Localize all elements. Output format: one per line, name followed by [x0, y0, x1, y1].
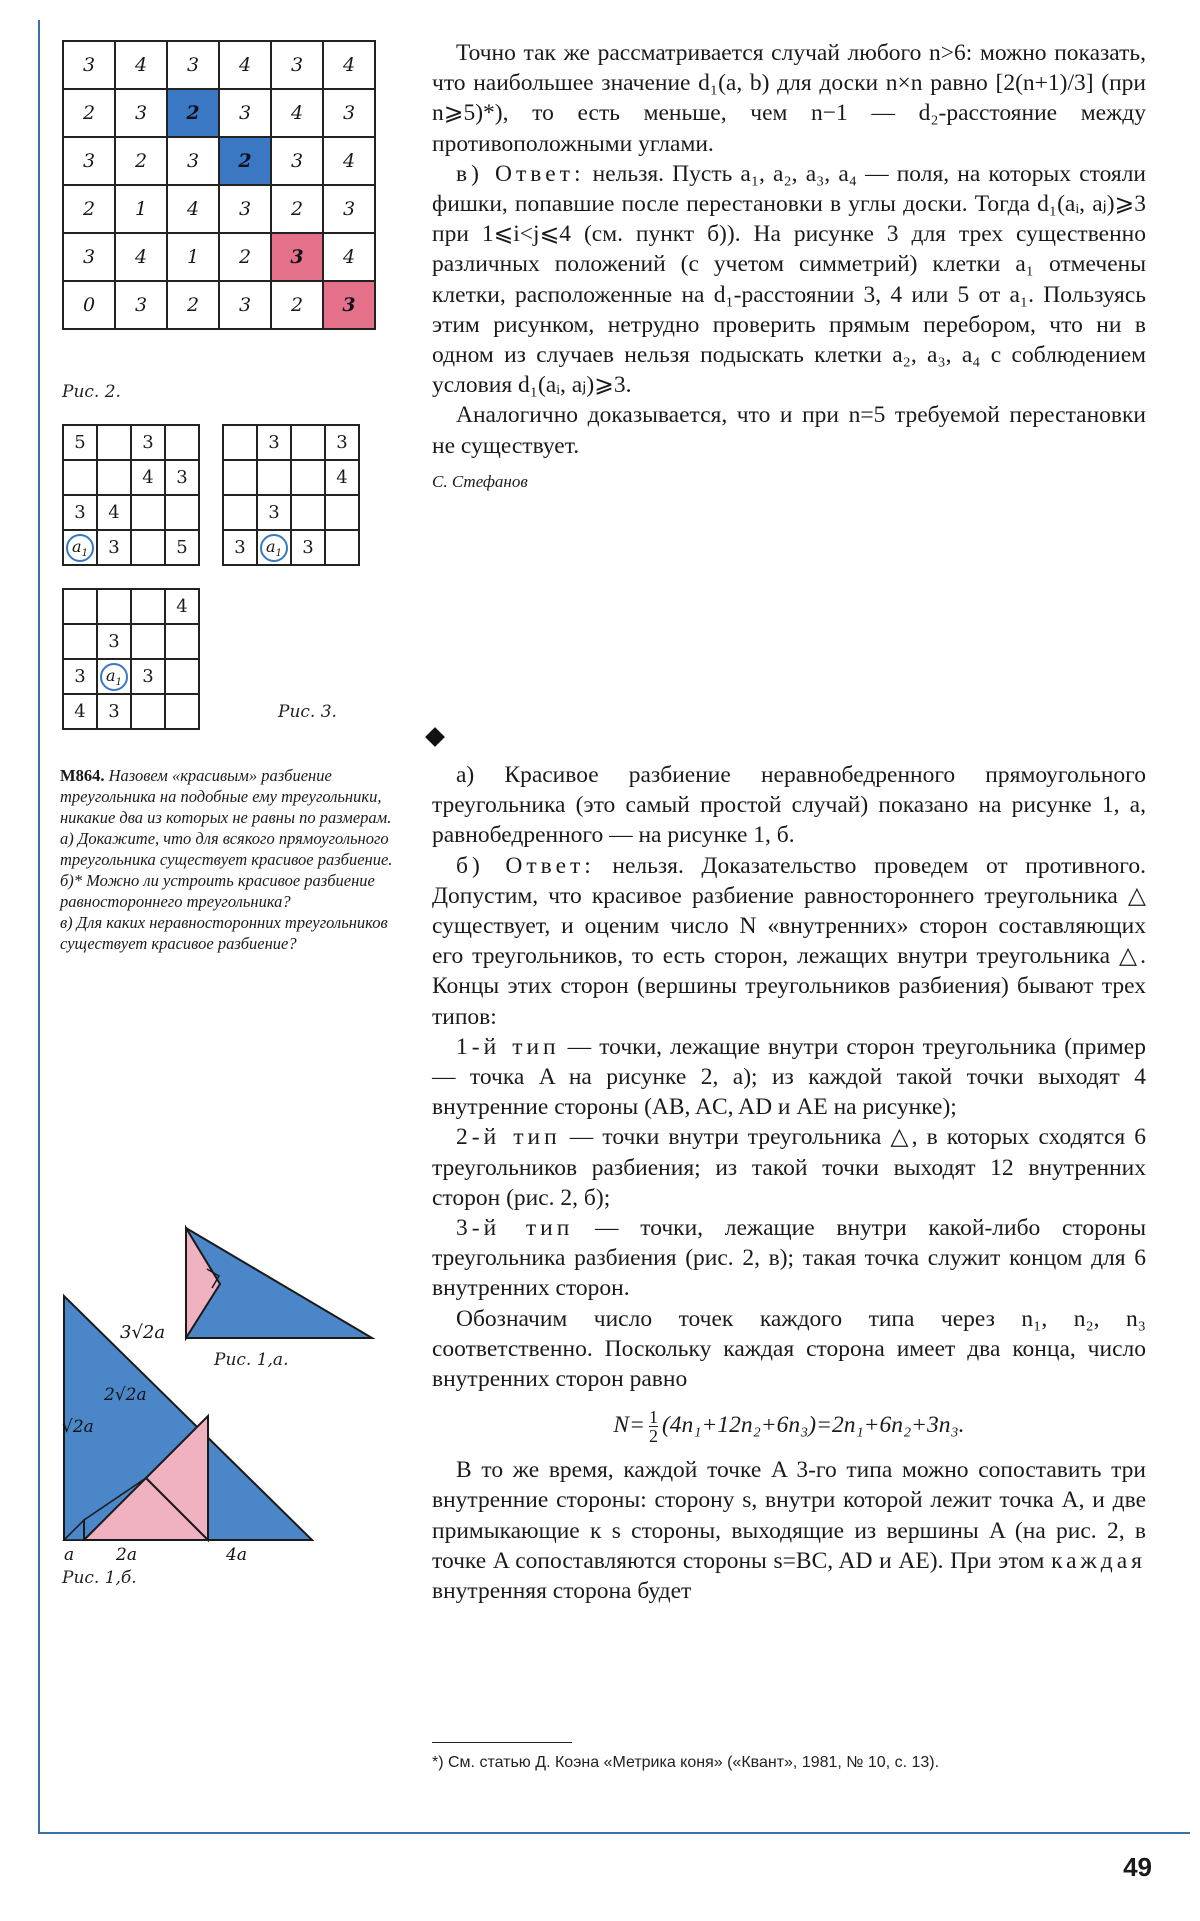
a1-marker-cell	[63, 530, 97, 565]
grid-cell	[291, 425, 325, 460]
grid-cell: 3	[165, 460, 199, 495]
grid-cell: 2	[63, 185, 115, 233]
grid-cell: 3	[219, 281, 271, 329]
figure-2-caption: Рис. 2.	[62, 382, 121, 402]
grid-cell: 3	[257, 495, 291, 530]
formula-right: (4n₁+12n₂+6n₃)=2n₁+6n₂+3n₃.	[661, 1412, 965, 1439]
grid-row	[223, 425, 359, 460]
answer-b-label: б) Ответ:	[456, 852, 595, 879]
fig1b-label-2sqrt2a: 2√2a	[104, 1385, 147, 1405]
grid-cell	[325, 530, 359, 565]
paragraph-type-3-sides: В то же время, каждой точке A 3-го типа можно сопоставить три внутренние стороны: сторону s, внутри которой лежит точка A, и две примыкающие к s стороны, выходящие из вершины A (на рис. 2, в точке A сопоставляются стороны s=BC, AD и AE). При этом каждая внутренняя сторона будет	[432, 1457, 1146, 1605]
grid-cell	[223, 495, 257, 530]
grid-cell	[291, 495, 325, 530]
grid-cell: 4	[323, 41, 375, 89]
a1-marker: $a_1$	[260, 534, 288, 562]
grid-cell	[165, 659, 199, 694]
grid-cell: 2	[63, 89, 115, 137]
type-3-body: — точки, лежащие внутри какой-либо стороны треугольника разбиения (рис. 2, в); такая точка служит концом для 6 внутренних сторон.	[432, 1215, 1146, 1302]
grid-cell: 4	[323, 233, 375, 281]
author: С. Стефанов	[432, 471, 528, 491]
grid-cell: 2	[167, 281, 219, 329]
grid-cell	[165, 495, 199, 530]
grid-cell: 4	[165, 589, 199, 624]
grid-cell	[131, 495, 165, 530]
figure-1b	[60, 1290, 330, 1565]
grid-cell	[97, 589, 131, 624]
grid-cell	[165, 694, 199, 729]
solution-text-lower	[432, 760, 1146, 1606]
formula-n	[432, 1408, 1146, 1445]
figure-1b-caption: Рис. 1,б.	[62, 1568, 137, 1588]
grid-cell: 3	[63, 495, 97, 530]
grid-row	[63, 460, 199, 495]
problem-part-c: в) Для каких неравносторонних треугольников существует красивое разбиение?	[60, 913, 388, 953]
grid-cell: 3	[63, 233, 115, 281]
grid-row	[63, 185, 375, 233]
footnote: *) См. статью Д. Коэна «Метрика коня» («Квант», 1981, № 10, с. 13).	[432, 1754, 940, 1771]
grid-cell: 1	[115, 185, 167, 233]
paragraph-type-2	[432, 1122, 1146, 1213]
problem-part-a: а) Докажите, что для всякого прямоугольного треугольника существует красивое разбиение.	[60, 829, 393, 869]
grid-row	[63, 659, 199, 694]
grid-cell: 4	[167, 185, 219, 233]
grid-cell	[131, 530, 165, 565]
grid-row	[63, 495, 199, 530]
grid-cell: 3	[131, 425, 165, 460]
figure-3-grid-b	[222, 424, 360, 566]
grid-cell: 2	[167, 89, 219, 137]
grid-cell: 3	[63, 137, 115, 185]
paragraph-b	[432, 851, 1146, 1032]
grid-cell	[63, 589, 97, 624]
problem-statement: Назовем «красивым» разбиение треугольника на подобные ему треугольники, никакие два из которых не равны по размерам.	[60, 766, 392, 827]
grid-cell: 2	[115, 137, 167, 185]
grid-row	[63, 589, 199, 624]
grid-cell: 3	[63, 659, 97, 694]
page-number: 49	[1123, 1852, 1152, 1882]
grid-cell: 3	[271, 137, 323, 185]
grid-cell: 2	[219, 137, 271, 185]
grid-cell: 3	[271, 41, 323, 89]
grid-cell: 3	[271, 233, 323, 281]
grid-row	[63, 281, 375, 329]
grid-cell	[63, 460, 97, 495]
paragraph-answer-v	[432, 159, 1146, 401]
grid-cell: 3	[219, 89, 271, 137]
type-2-label: 2-й тип	[456, 1124, 561, 1151]
grid-cell	[97, 425, 131, 460]
formula-left: N=	[613, 1412, 645, 1439]
grid-cell	[63, 624, 97, 659]
grid-cell: 3	[167, 41, 219, 89]
grid-cell: 3	[291, 530, 325, 565]
type-3-label: 3-й тип	[456, 1215, 574, 1242]
figure-1a-caption: Рис. 1,а.	[214, 1350, 289, 1370]
grid-row	[63, 694, 199, 729]
problem-part-b: б)* Можно ли устроить красивое разбиение равностороннего треугольника?	[60, 871, 375, 911]
type-1-body: — точки, лежащие внутри сторон треугольника (пример — точка A на рисунке 2, а); из каждой такой точки выходят 4 внутренние стороны (AB, AC, AD и AE на рисунке);	[432, 1033, 1146, 1121]
footnote-rule	[432, 1742, 572, 1743]
figure-3-caption: Рис. 3.	[278, 702, 337, 722]
paragraph-n-5: Аналогично доказывается, что и при n=5 требуемой перестановки не существует.	[432, 402, 1146, 459]
grid-cell: 3	[131, 659, 165, 694]
grid-cell	[291, 460, 325, 495]
grid-cell: 3	[323, 185, 375, 233]
grid-cell: 3	[219, 185, 271, 233]
grid-cell	[165, 425, 199, 460]
grid-cell: 3	[325, 425, 359, 460]
grid-cell	[131, 624, 165, 659]
figure-3-grid-a	[62, 424, 200, 566]
problem-m864	[60, 765, 405, 954]
a1-marker: $a_1$	[66, 534, 94, 562]
grid-cell: 2	[219, 233, 271, 281]
figure-2-grid	[62, 40, 376, 330]
answer-v-body: нельзя. Пусть a₁, a₂, a₃, a₄ — поля, на которых стояли фишки, попавшие после перестановки в углы доски. Тогда d₁(aᵢ, aⱼ)⩾3 при 1⩽i<j⩽4 (см. пункт б)). На рисунке 3 для трех существенно различных положений (с учетом симметрий) клетки a₁ отмечены клетки, расположенные на d₁-расстоянии 3, 4 или 5 от a₁. Пользуясь этим рисунком, нетрудно проверить прямым перебором, что ни в одном из случаев нельзя подыскать клетки a₂, a₃, a₄ с соблюдением условия d₁(aᵢ, aⱼ)⩾3.	[432, 160, 1146, 399]
grid-cell: 1	[167, 233, 219, 281]
fig1b-label-2a: 2a	[116, 1545, 137, 1565]
grid-cell: 5	[63, 425, 97, 460]
spaced-word: каждая	[1051, 1547, 1146, 1574]
grid-cell: 3	[323, 89, 375, 137]
grid-cell: 3	[257, 425, 291, 460]
fig1b-label-3sqrt2a: 3√2a	[120, 1322, 166, 1343]
grid-cell: 3	[63, 41, 115, 89]
grid-cell: 4	[219, 41, 271, 89]
grid-cell: 5	[165, 530, 199, 565]
grid-cell: 4	[131, 460, 165, 495]
grid-cell: 3	[115, 281, 167, 329]
fig1b-label-4a: 4a	[226, 1545, 247, 1565]
fig1b-label-a: a	[64, 1545, 75, 1565]
paragraph-counting: Обозначим число точек каждого типа через n₁, n₂, n₃ соответственно. Поскольку каждая сторона имеет два конца, число внутренних сторон равно	[432, 1305, 1146, 1393]
grid-row	[223, 495, 359, 530]
grid-row	[63, 233, 375, 281]
formula-denominator: 2	[648, 1426, 658, 1447]
grid-cell	[165, 624, 199, 659]
grid-cell: 0	[63, 281, 115, 329]
grid-cell: 3	[323, 281, 375, 329]
grid-cell: 4	[271, 89, 323, 137]
formula-numerator: 1	[648, 1407, 658, 1428]
answer-b-body: нельзя. Доказательство проведем от противного. Допустим, что красивое разбиение равностороннего треугольника △ существует, и оценим число N «внутренних» сторон составляющих его треугольников, то есть сторон, лежащих внутри треугольника △. Концы этих сторон (вершины треугольников разбиения) бывают трех типов:	[432, 852, 1146, 1030]
answer-v-label: в) Ответ:	[456, 160, 585, 187]
a1-marker-cell	[97, 659, 131, 694]
grid-cell: 2	[271, 281, 323, 329]
grid-cell: 3	[167, 137, 219, 185]
grid-row	[223, 530, 359, 565]
paragraph-n-gt-6: Точно так же рассматривается случай любого n>6: можно показать, что наибольшее значение d₁(a, b) для доски n×n равно [2(n+1)/3] (при n⩾5)*), то есть меньше, чем n−1 — d₂-расстояние между противоположными углами.	[432, 40, 1146, 157]
grid-cell: 3	[115, 89, 167, 137]
type-2-body: — точки внутри треугольника △, в которых сходятся 6 треугольников разбиения; из такой точки выходят 12 внутренних сторон (рис. 2, б);	[432, 1124, 1146, 1211]
grid-cell: 4	[115, 41, 167, 89]
formula-fraction	[649, 1408, 658, 1445]
paragraph-type-1	[432, 1032, 1146, 1123]
fig1b-label-sqrt2a: √2a	[62, 1417, 94, 1437]
grid-row	[63, 41, 375, 89]
grid-cell	[97, 460, 131, 495]
paragraph-type-3	[432, 1213, 1146, 1304]
grid-cell	[131, 589, 165, 624]
grid-row	[223, 460, 359, 495]
grid-cell	[257, 460, 291, 495]
paragraph-a: а) Красивое разбиение неравнобедренного прямоугольного треугольника (это самый простой случай) показано на рисунке 1, а, равнобедренного — на рисунке 1, б.	[432, 762, 1146, 849]
grid-cell	[325, 495, 359, 530]
grid-row	[63, 425, 199, 460]
type-1-label: 1-й тип	[456, 1033, 560, 1060]
grid-cell: 4	[323, 137, 375, 185]
grid-row	[63, 137, 375, 185]
grid-cell: 3	[97, 694, 131, 729]
grid-cell	[131, 694, 165, 729]
problem-id: M864.	[60, 766, 105, 785]
grid-cell	[223, 425, 257, 460]
grid-cell: 3	[97, 624, 131, 659]
grid-cell: 3	[97, 530, 131, 565]
grid-cell: 2	[271, 185, 323, 233]
grid-cell: 4	[115, 233, 167, 281]
grid-cell: 4	[325, 460, 359, 495]
a1-marker-cell	[257, 530, 291, 565]
grid-row	[63, 624, 199, 659]
a1-marker: $a_1$	[100, 663, 128, 691]
grid-row	[63, 89, 375, 137]
grid-row	[63, 530, 199, 565]
solution-text-upper	[432, 38, 1146, 497]
figure-3-grid-c	[62, 588, 200, 730]
grid-cell: 4	[97, 495, 131, 530]
grid-cell	[223, 460, 257, 495]
grid-cell: 3	[223, 530, 257, 565]
grid-cell: 4	[63, 694, 97, 729]
